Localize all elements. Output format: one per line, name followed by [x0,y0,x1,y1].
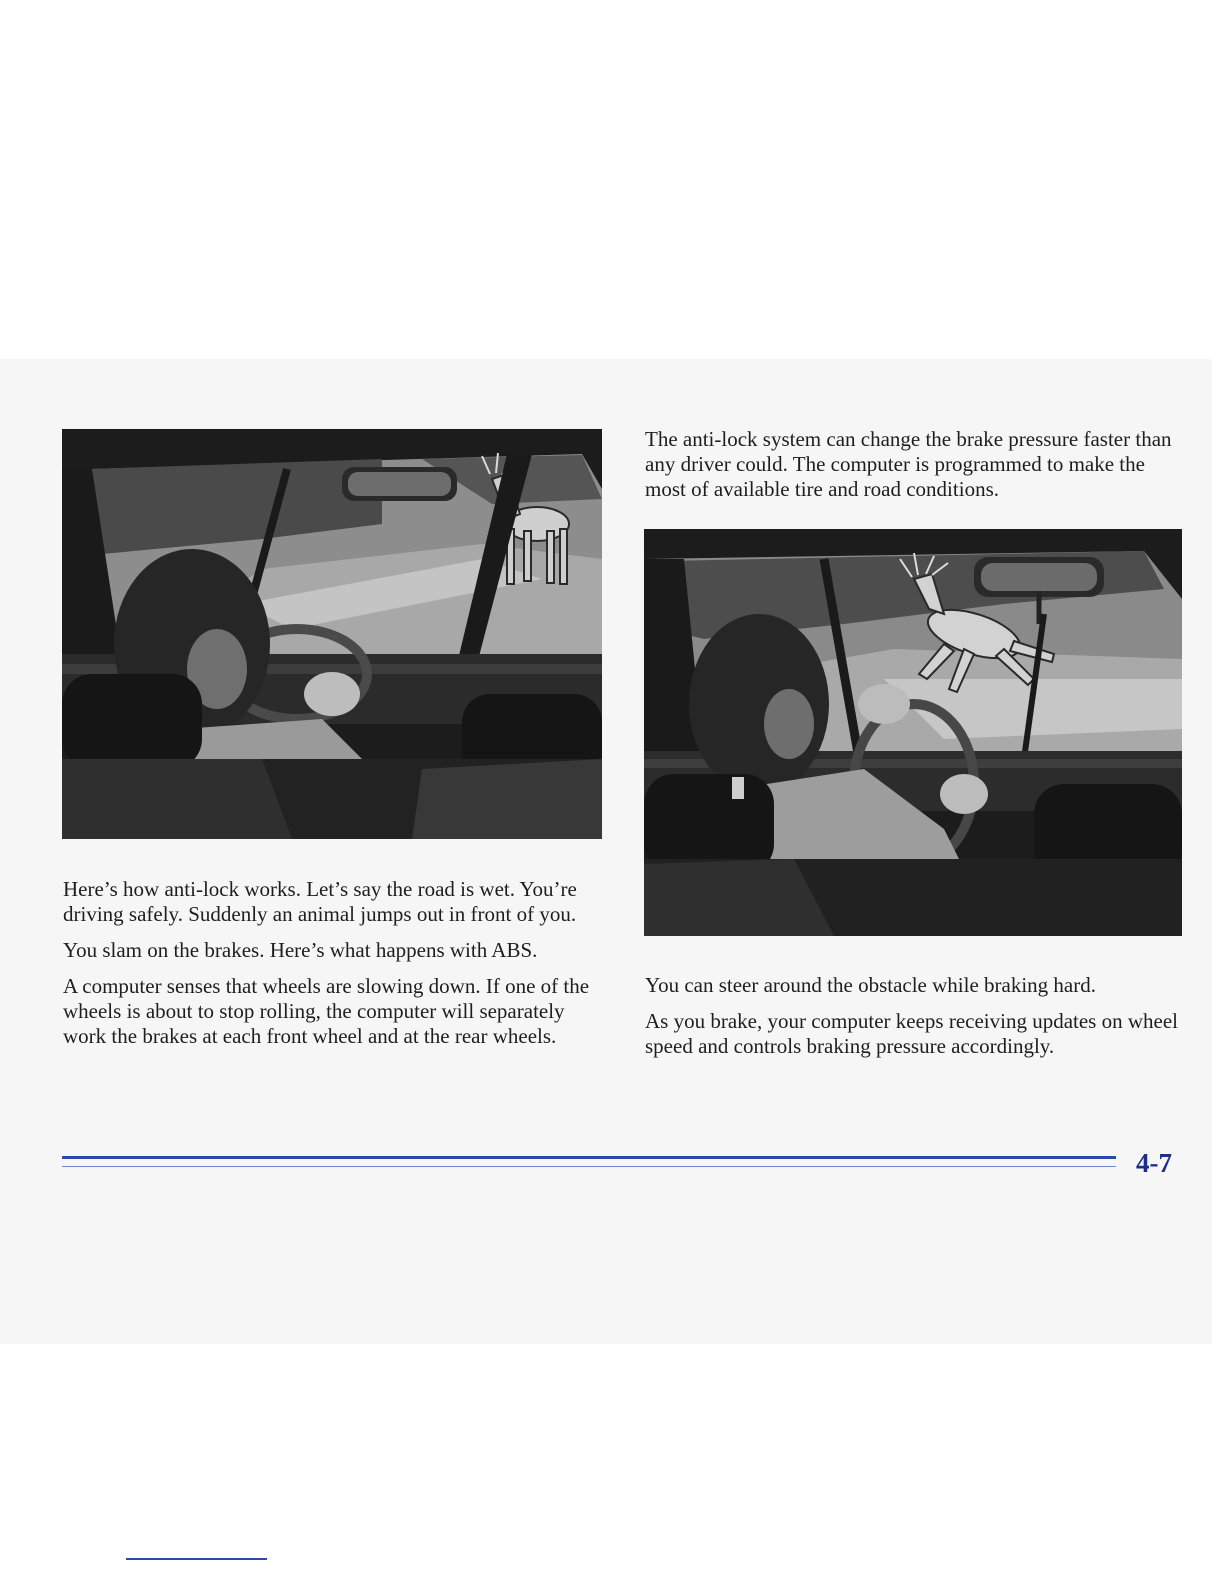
bottom-mark-line [126,1558,267,1560]
paragraph-computer-senses: A computer senses that wheels are slowing down. If one of the wheels is about to stop rolling, the computer will separately work the brakes at each front wheel and at the rear wheels. [63,974,590,1048]
paragraph-steer-around: You can steer around the obstacle while braking hard. [645,973,1096,997]
paragraph-slam-brakes: You slam on the brakes. Here’s what happens with ABS. [63,938,538,962]
footer-rule [62,1156,1116,1159]
paragraph-wheel-speed-updates: As you brake, your computer keeps receiving updates on wheel speed and controls braking pressure accordingly. [645,1009,1178,1058]
page-number: 4-7 [1136,1148,1172,1178]
deer-jumps-across-road-illustration [644,529,1182,936]
illustration-drawing [62,429,602,839]
driver-sees-deer-illustration [62,429,602,839]
right-column-intro [645,427,1190,513]
footer-rule-thin [62,1166,1116,1167]
paragraph-how-antilock-works: Here’s how anti-lock works. Let’s say the road is wet. You’re driving safely. Suddenly an animal jumps out in front of you. [63,877,577,926]
right-column-text [645,973,1190,1070]
illustration-drawing [644,529,1182,936]
left-column-text [63,877,608,1060]
paragraph-antilock-faster: The anti-lock system can change the brake pressure faster than any driver could. The computer is programmed to make the most of available tire and road conditions. [645,427,1172,501]
